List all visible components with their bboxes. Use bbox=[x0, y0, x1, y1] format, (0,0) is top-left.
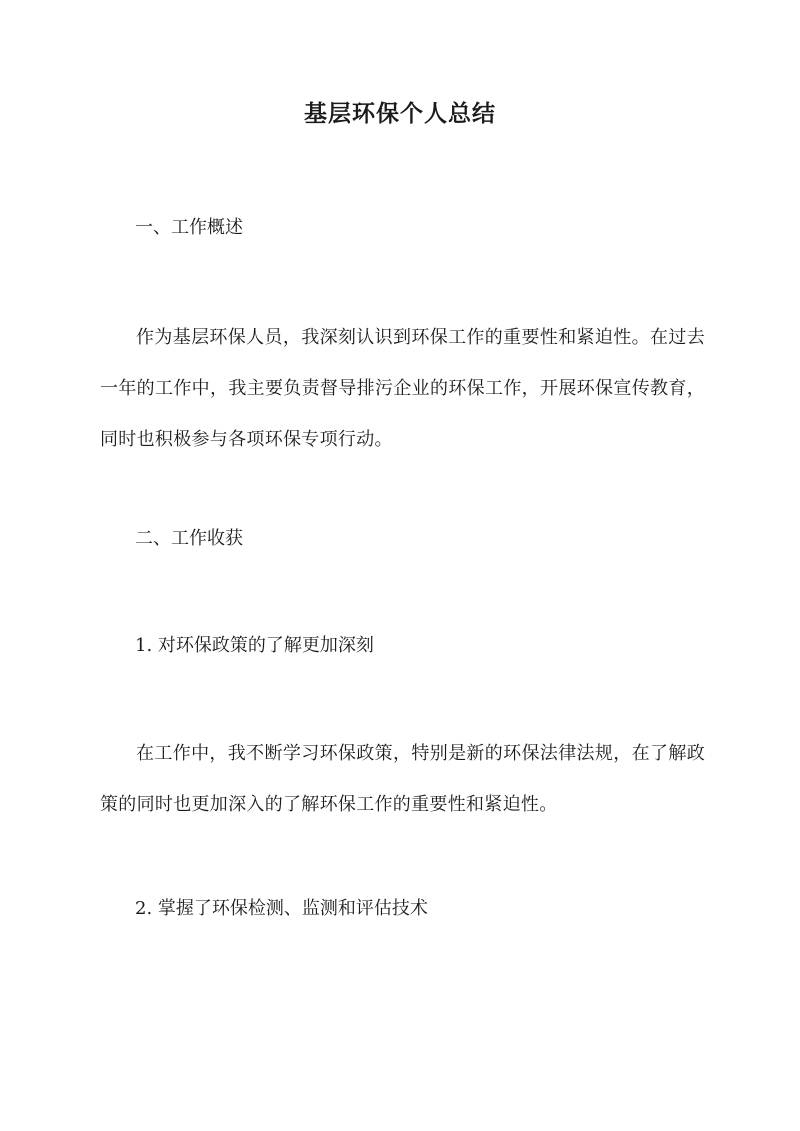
section-heading-overview: 一、工作概述 bbox=[135, 217, 243, 238]
subsection-heading-techniques: 2. 掌握了环保检测、监测和评估技术 bbox=[135, 898, 428, 919]
section-heading-gains: 二、工作收获 bbox=[135, 528, 243, 549]
subsection-heading-policy: 1. 对环保政策的了解更加深刻 bbox=[135, 635, 374, 656]
document-title: 基层环保个人总结 bbox=[304, 100, 496, 127]
paragraph-overview: 作为基层环保人员，我深刻认识到环保工作的重要性和紧迫性。在过去一年的工作中，我主要负责督导排污企业的环保工作，开展环保宣传教育，同时也积极参与各项环保专项行动。 bbox=[100, 327, 705, 450]
paragraph-policy: 在工作中，我不断学习环保政策，特别是新的环保法律法规，在了解政策的同时也更加深入的了解环保工作的重要性和紧迫性。 bbox=[100, 743, 705, 815]
